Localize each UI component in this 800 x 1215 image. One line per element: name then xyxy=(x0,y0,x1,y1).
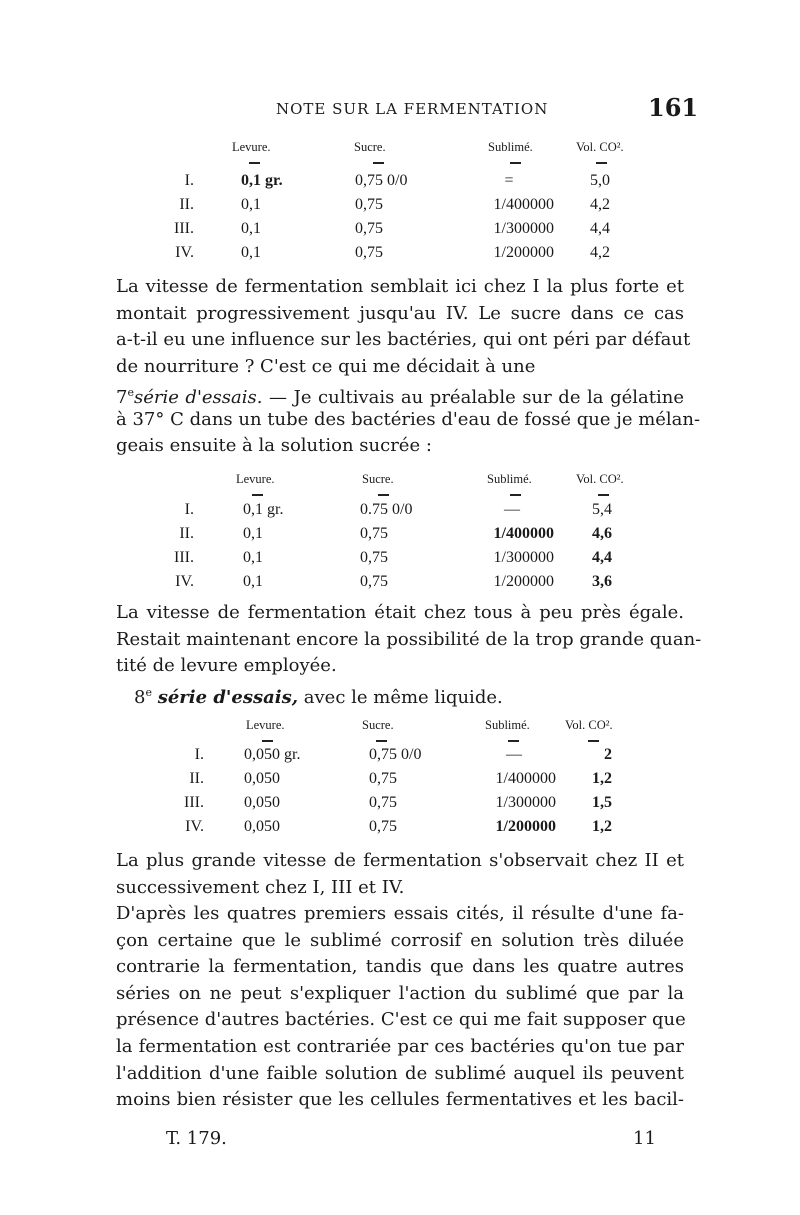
cell-sucre: 0,75 xyxy=(355,220,383,237)
col-header-vol: Vol. CO². xyxy=(576,140,624,154)
cell-sucre: 0,75 xyxy=(360,549,388,566)
serie-7-paragraph xyxy=(116,380,701,460)
table-row xyxy=(0,770,800,794)
col-header-sublime: Sublimé. xyxy=(487,472,532,486)
header-rule xyxy=(378,494,389,496)
cell-levure: 0,1 gr. xyxy=(243,501,284,518)
cell-sublime: 1/400000 xyxy=(493,525,554,542)
serie-label: série d'essais, xyxy=(157,687,299,708)
table-row xyxy=(0,573,800,597)
serie-number: 8 xyxy=(134,687,146,708)
table-row xyxy=(0,501,800,525)
text-line: successivement chez I, III et IV. xyxy=(116,876,405,898)
row-roman: IV. xyxy=(175,573,194,590)
header-rule xyxy=(249,162,260,164)
cell-sublime: 1/200000 xyxy=(493,244,554,261)
cell-levure: 0,1 xyxy=(241,196,261,213)
table-row xyxy=(0,220,800,244)
table-row xyxy=(0,746,800,770)
serie-label: série d'essais. xyxy=(133,387,263,408)
cell-sucre: 0,75 xyxy=(369,794,397,811)
row-roman: II. xyxy=(179,525,194,542)
header-rule xyxy=(376,740,387,742)
cell-vol: 1,2 xyxy=(592,818,612,835)
col-header-sublime: Sublimé. xyxy=(488,140,533,154)
cell-vol: 1,2 xyxy=(592,770,612,787)
cell-vol: 4,2 xyxy=(590,196,610,213)
header-rule xyxy=(373,162,384,164)
col-header-sublime: Sublimé. xyxy=(485,718,530,732)
text-line: moins bien résister que les cellules fermentatives et les bacil- xyxy=(116,1089,684,1111)
header-rule xyxy=(262,740,273,742)
cell-vol: 5,0 xyxy=(590,172,610,189)
text-line: geais ensuite à la solution sucrée : xyxy=(116,435,432,457)
cell-vol: 3,6 xyxy=(592,573,612,590)
table-row xyxy=(0,818,800,842)
text-line: La vitesse de fermentation semblait ici chez I la plus forte et xyxy=(116,276,684,297)
serie-superscript: e xyxy=(145,686,152,699)
cell-sublime: — xyxy=(504,501,520,518)
cell-sucre: 0,75 0/0 xyxy=(355,172,408,189)
cell-levure: 0,1 xyxy=(243,549,263,566)
cell-sucre: 0,75 xyxy=(355,244,383,261)
cell-sublime: 1/300000 xyxy=(495,794,556,811)
table-row xyxy=(0,196,800,220)
cell-vol: 4,2 xyxy=(590,244,610,261)
running-header: NOTE SUR LA FERMENTATION xyxy=(276,100,549,118)
text-line: de nourriture ? C'est ce qui me décidait à une xyxy=(116,355,536,377)
cell-sucre: 0,75 xyxy=(355,196,383,213)
table-row xyxy=(0,244,800,268)
header-rule xyxy=(508,740,519,742)
cell-vol: 2 xyxy=(604,746,612,763)
col-header-sucre: Sucre. xyxy=(362,718,394,732)
header-rule xyxy=(596,162,607,164)
row-roman: I. xyxy=(184,172,194,189)
page-number: 161 xyxy=(648,93,699,122)
row-roman: I. xyxy=(184,501,194,518)
table-row xyxy=(0,525,800,549)
cell-levure: 0,1 gr. xyxy=(241,172,283,189)
cell-vol: 4,4 xyxy=(590,220,610,237)
text-line: la fermentation est contrariée par ces bactéries qu'on tue par xyxy=(116,1035,684,1057)
cell-sucre: 0.75 0/0 xyxy=(360,501,413,518)
row-roman: II. xyxy=(179,196,194,213)
serie-number: 7 xyxy=(116,387,128,408)
text-line: D'après les quatres premiers essais cités, il résulte d'une fa- xyxy=(116,903,684,924)
text-line: à 37° C dans un tube des bactéries d'eau de fossé que je mélan- xyxy=(116,408,701,430)
cell-vol: 5,4 xyxy=(592,501,612,518)
cell-sublime: 1/300000 xyxy=(493,549,554,566)
sheet-number: 11 xyxy=(633,1128,656,1149)
cell-sublime: 1/200000 xyxy=(493,573,554,590)
cell-levure: 0,050 xyxy=(244,794,280,811)
serie-superscript: e xyxy=(127,386,134,399)
table-row xyxy=(0,549,800,573)
header-rule xyxy=(510,494,521,496)
cell-sublime: = xyxy=(504,172,514,189)
col-header-sucre: Sucre. xyxy=(354,140,386,154)
text-line: séries on ne peut s'expliquer l'action du sublimé que par la xyxy=(116,982,684,1004)
col-header-vol: Vol. CO². xyxy=(576,472,624,486)
paragraph-4 xyxy=(116,901,684,1114)
text-line: montait progressivement jusqu'au IV. Le sucre dans ce cas xyxy=(116,302,684,324)
table-row xyxy=(0,172,800,196)
paragraph-3 xyxy=(116,848,684,901)
text-line xyxy=(134,680,684,707)
text-line: tité de levure employée. xyxy=(116,655,337,677)
cell-levure: 0,050 gr. xyxy=(244,746,301,763)
cell-sucre: 0,75 xyxy=(360,573,388,590)
paragraph-1 xyxy=(116,274,691,380)
col-header-levure: Levure. xyxy=(246,718,285,732)
header-rule xyxy=(252,494,263,496)
cell-sucre: 0,75 xyxy=(360,525,388,542)
volume-signature: T. 179. xyxy=(166,1128,227,1149)
header-rule xyxy=(588,740,599,742)
cell-levure: 0,1 xyxy=(241,220,261,237)
col-header-levure: Levure. xyxy=(232,140,271,154)
paragraph-2 xyxy=(116,600,702,680)
row-roman: III. xyxy=(174,220,194,237)
text-line: l'addition d'une faible solution de sublimé auquel ils peuvent xyxy=(116,1062,684,1084)
cell-sublime: 1/400000 xyxy=(493,196,554,213)
serie-8-paragraph xyxy=(134,680,684,707)
cell-levure: 0,1 xyxy=(243,573,263,590)
cell-sublime: 1/300000 xyxy=(493,220,554,237)
cell-levure: 0,050 xyxy=(244,818,280,835)
cell-sublime: 1/400000 xyxy=(495,770,556,787)
header-rule xyxy=(598,494,609,496)
cell-vol: 1,5 xyxy=(592,794,612,811)
cell-vol: 4,6 xyxy=(592,525,612,542)
serie-text: avec le même liquide. xyxy=(303,687,503,708)
row-roman: III. xyxy=(184,794,204,811)
text-line: La vitesse de fermentation était chez tous à peu près égale. xyxy=(116,602,684,623)
row-roman: II. xyxy=(189,770,204,787)
row-roman: IV. xyxy=(175,244,194,261)
col-header-levure: Levure. xyxy=(236,472,275,486)
row-roman: IV. xyxy=(185,818,204,835)
cell-levure: 0,1 xyxy=(241,244,261,261)
text-line: présence d'autres bactéries. C'est ce qui me fait supposer que xyxy=(116,1009,686,1031)
cell-vol: 4,4 xyxy=(592,549,612,566)
serie-text: — Je cultivais au préalable sur de la gélatine xyxy=(269,387,684,408)
cell-sublime: — xyxy=(506,746,522,763)
table-row xyxy=(0,794,800,818)
row-roman: III. xyxy=(174,549,194,566)
col-header-sucre: Sucre. xyxy=(362,472,394,486)
text-line: Restait maintenant encore la possibilité de la trop grande quan- xyxy=(116,628,702,650)
text-line: La plus grande vitesse de fermentation s'observait chez II et xyxy=(116,850,684,871)
cell-sucre: 0,75 xyxy=(369,770,397,787)
cell-sucre: 0,75 xyxy=(369,818,397,835)
cell-levure: 0,1 xyxy=(243,525,263,542)
header-rule xyxy=(510,162,521,164)
row-roman: I. xyxy=(194,746,204,763)
text-line: a-t-il eu une influence sur les bactéries, qui ont péri par défaut xyxy=(116,329,691,351)
text-line: çon certaine que le sublimé corrosif en solution très diluée xyxy=(116,929,684,951)
col-header-vol: Vol. CO². xyxy=(565,718,613,732)
cell-levure: 0,050 xyxy=(244,770,280,787)
text-line: contrarie la fermentation, tandis que dans les quatre autres xyxy=(116,956,684,978)
cell-sucre: 0,75 0/0 xyxy=(369,746,422,763)
text-line xyxy=(116,380,684,407)
cell-sublime: 1/200000 xyxy=(495,818,556,835)
